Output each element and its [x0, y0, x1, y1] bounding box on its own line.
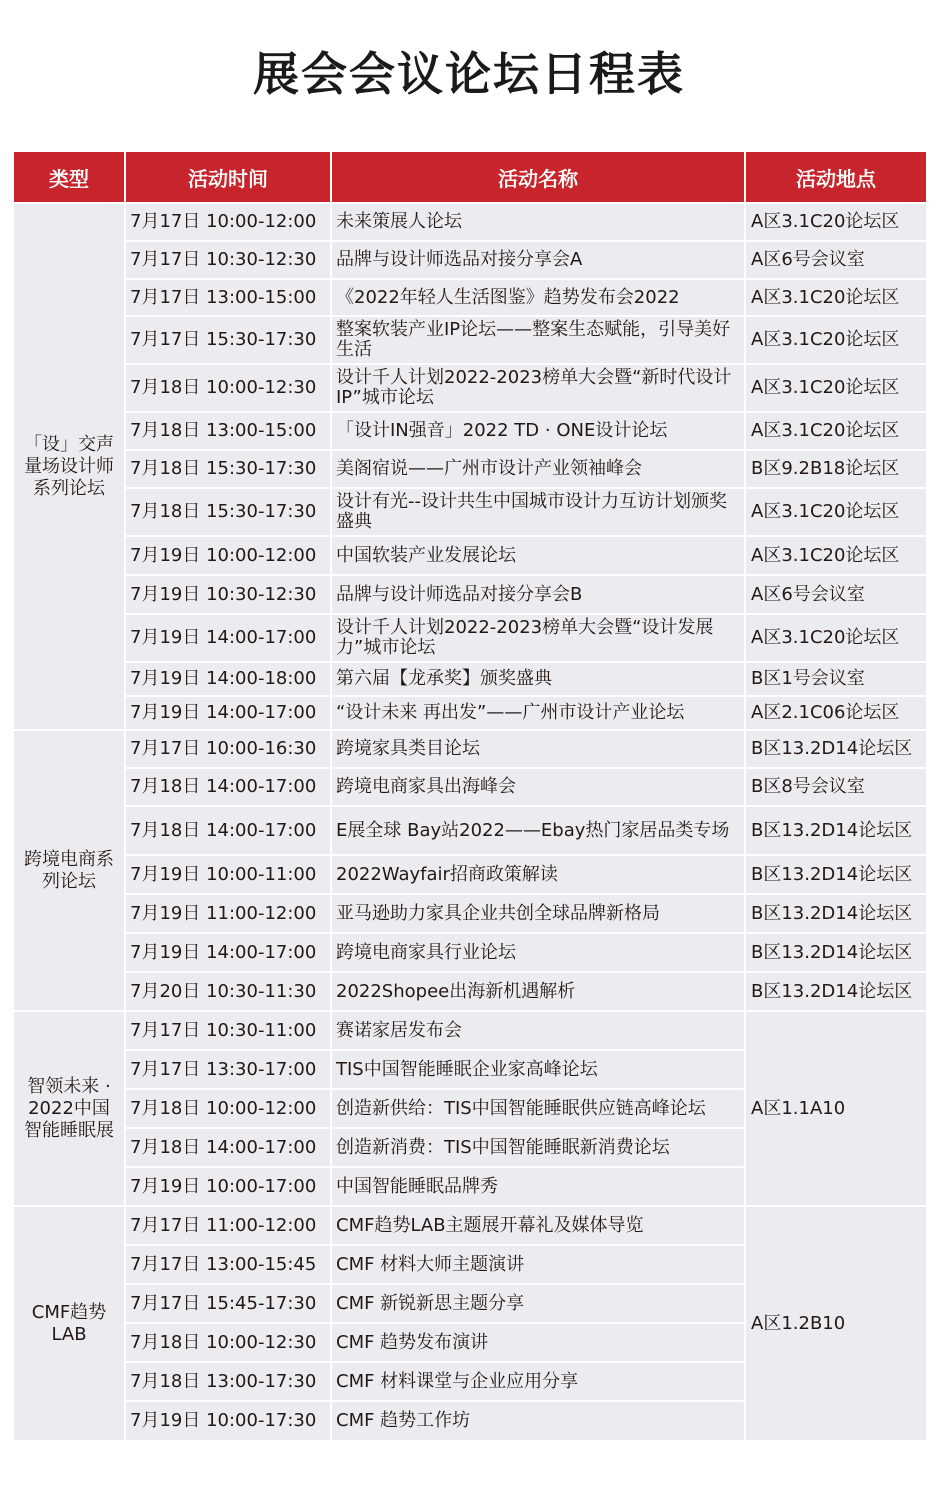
event-name-cell: 创造新消费：TIS中国智能睡眠新消费论坛: [332, 1129, 744, 1166]
table-row: [14, 615, 926, 661]
event-name-cell: CMF 材料课堂与企业应用分享: [332, 1363, 744, 1400]
page-title: 展会会议论坛日程表: [253, 47, 685, 101]
table-row: [14, 537, 926, 574]
event-time-cell: 7月17日 10:30-12:30: [126, 242, 330, 278]
table-row: [14, 856, 926, 893]
event-venue-cell: B区13.2D14论坛区: [746, 856, 926, 893]
table-row: [14, 895, 926, 932]
event-time-cell: 7月17日 10:30-11:00: [126, 1012, 330, 1049]
event-name-cell: CMF 趋势工作坊: [332, 1402, 744, 1440]
event-time-cell: 7月17日 15:45-17:30: [126, 1285, 330, 1322]
event-venue-cell: B区13.2D14论坛区: [746, 934, 926, 971]
event-venue-cell: A区2.1C06论坛区: [746, 697, 926, 729]
table-row: [14, 280, 926, 315]
event-time-cell: 7月19日 10:00-11:00: [126, 856, 330, 893]
event-time-cell: 7月17日 10:00-16:30: [126, 731, 330, 767]
table-row: [14, 204, 926, 240]
column-header-time: 活动时间: [126, 152, 330, 202]
table-row: [14, 489, 926, 535]
schedule-table: [12, 150, 928, 1442]
schedule-body: [14, 204, 926, 1440]
event-name-cell: 品牌与设计师选品对接分享会B: [332, 576, 744, 613]
event-time-cell: 7月19日 10:30-12:30: [126, 576, 330, 613]
event-venue-cell: A区3.1C20论坛区: [746, 280, 926, 315]
event-name-cell: 品牌与设计师选品对接分享会A: [332, 242, 744, 278]
event-name-cell: 整案软装产业IP论坛——整案生态赋能，引导美好生活: [332, 317, 744, 363]
table-row: [14, 697, 926, 729]
event-venue-cell: A区6号会议室: [746, 242, 926, 278]
event-time-cell: 7月18日 15:30-17:30: [126, 489, 330, 535]
table-row: [14, 242, 926, 278]
event-venue-cell: B区9.2B18论坛区: [746, 451, 926, 487]
event-venue-cell: B区13.2D14论坛区: [746, 807, 926, 854]
event-time-cell: 7月18日 10:00-12:30: [126, 365, 330, 411]
event-name-cell: 设计千人计划2022-2023榜单大会暨“新时代设计IP”城市论坛: [332, 365, 744, 411]
event-name-cell: 2022Shopee出海新机遇解析: [332, 973, 744, 1010]
column-header-venue: 活动地点: [746, 152, 926, 202]
category-cell: 智领未来 · 2022中国智能睡眠展: [14, 1012, 124, 1205]
event-time-cell: 7月19日 10:00-12:00: [126, 537, 330, 574]
event-time-cell: 7月17日 15:30-17:30: [126, 317, 330, 363]
column-header-type: 类型: [14, 152, 124, 202]
table-row: [14, 576, 926, 613]
event-venue-cell: B区13.2D14论坛区: [746, 895, 926, 932]
event-time-cell: 7月19日 14:00-18:00: [126, 663, 330, 695]
table-row: [14, 317, 926, 363]
event-venue-cell: A区3.1C20论坛区: [746, 413, 926, 449]
event-name-cell: 美阁宿说——广州市设计产业领袖峰会: [332, 451, 744, 487]
category-cell: CMF趋势LAB: [14, 1207, 124, 1440]
event-time-cell: 7月19日 10:00-17:30: [126, 1402, 330, 1440]
table-row: [14, 973, 926, 1010]
event-venue-cell: A区3.1C20论坛区: [746, 365, 926, 411]
event-name-cell: 未来策展人论坛: [332, 204, 744, 240]
table-row: [14, 1207, 926, 1244]
event-name-cell: CMF 趋势发布演讲: [332, 1324, 744, 1361]
event-name-cell: 设计有光--设计共生中国城市设计力互访计划颁奖盛典: [332, 489, 744, 535]
event-name-cell: 中国智能睡眠品牌秀: [332, 1168, 744, 1205]
event-name-cell: 设计千人计划2022-2023榜单大会暨“设计发展力”城市论坛: [332, 615, 744, 661]
event-name-cell: 创造新供给：TIS中国智能睡眠供应链高峰论坛: [332, 1090, 744, 1127]
event-venue-cell: A区3.1C20论坛区: [746, 615, 926, 661]
table-row: [14, 769, 926, 805]
event-time-cell: 7月18日 15:30-17:30: [126, 451, 330, 487]
table-row: [14, 934, 926, 971]
event-name-cell: 跨境家具类目论坛: [332, 731, 744, 767]
category-cell: 「设」交声量场设计师系列论坛: [14, 204, 124, 729]
event-venue-cell: B区13.2D14论坛区: [746, 973, 926, 1010]
event-time-cell: 7月19日 14:00-17:00: [126, 697, 330, 729]
column-header-name: 活动名称: [332, 152, 744, 202]
event-name-cell: 第六届【龙承奖】颁奖盛典: [332, 663, 744, 695]
table-row: [14, 413, 926, 449]
event-venue-cell: A区3.1C20论坛区: [746, 489, 926, 535]
table-row: [14, 365, 926, 411]
event-venue-cell: A区3.1C20论坛区: [746, 204, 926, 240]
event-time-cell: 7月17日 11:00-12:00: [126, 1207, 330, 1244]
event-venue-cell: A区1.2B10: [746, 1207, 926, 1440]
event-time-cell: 7月20日 10:30-11:30: [126, 973, 330, 1010]
event-name-cell: 2022Wayfair招商政策解读: [332, 856, 744, 893]
event-time-cell: 7月18日 14:00-17:00: [126, 807, 330, 854]
table-row: [14, 663, 926, 695]
event-name-cell: 跨境电商家具出海峰会: [332, 769, 744, 805]
event-name-cell: E展全球 Bay站2022——Ebay热门家居品类专场: [332, 807, 744, 854]
event-time-cell: 7月18日 14:00-17:00: [126, 1129, 330, 1166]
event-time-cell: 7月18日 13:00-15:00: [126, 413, 330, 449]
event-time-cell: 7月17日 13:30-17:00: [126, 1051, 330, 1088]
event-time-cell: 7月19日 11:00-12:00: [126, 895, 330, 932]
event-venue-cell: B区1号会议室: [746, 663, 926, 695]
event-time-cell: 7月18日 10:00-12:30: [126, 1324, 330, 1361]
event-name-cell: “设计未来 再出发”——广州市设计产业论坛: [332, 697, 744, 729]
table-row: [14, 1012, 926, 1049]
event-time-cell: 7月19日 10:00-17:00: [126, 1168, 330, 1205]
event-time-cell: 7月17日 13:00-15:45: [126, 1246, 330, 1283]
event-name-cell: 《2022年轻人生活图鉴》趋势发布会2022: [332, 280, 744, 315]
event-venue-cell: A区6号会议室: [746, 576, 926, 613]
event-time-cell: 7月18日 10:00-12:00: [126, 1090, 330, 1127]
table-header-row: [14, 152, 926, 202]
event-venue-cell: B区8号会议室: [746, 769, 926, 805]
event-name-cell: 跨境电商家具行业论坛: [332, 934, 744, 971]
event-name-cell: 亚马逊助力家具企业共创全球品牌新格局: [332, 895, 744, 932]
event-time-cell: 7月18日 14:00-17:00: [126, 769, 330, 805]
table-row: [14, 451, 926, 487]
event-name-cell: TIS中国智能睡眠企业家高峰论坛: [332, 1051, 744, 1088]
event-name-cell: CMF趋势LAB主题展开幕礼及媒体导览: [332, 1207, 744, 1244]
table-row: [14, 807, 926, 854]
event-venue-cell: A区1.1A10: [746, 1012, 926, 1205]
category-cell: 跨境电商系列论坛: [14, 731, 124, 1010]
event-venue-cell: B区13.2D14论坛区: [746, 731, 926, 767]
event-name-cell: CMF 新锐新思主题分享: [332, 1285, 744, 1322]
event-time-cell: 7月18日 13:00-17:30: [126, 1363, 330, 1400]
table-row: [14, 731, 926, 767]
event-venue-cell: A区3.1C20论坛区: [746, 317, 926, 363]
event-name-cell: CMF 材料大师主题演讲: [332, 1246, 744, 1283]
event-time-cell: 7月17日 10:00-12:00: [126, 204, 330, 240]
event-time-cell: 7月19日 14:00-17:00: [126, 934, 330, 971]
event-name-cell: 赛诺家居发布会: [332, 1012, 744, 1049]
event-venue-cell: A区3.1C20论坛区: [746, 537, 926, 574]
event-time-cell: 7月17日 13:00-15:00: [126, 280, 330, 315]
event-name-cell: 「设计IN强音」2022 TD · ONE设计论坛: [332, 413, 744, 449]
event-name-cell: 中国软装产业发展论坛: [332, 537, 744, 574]
event-time-cell: 7月19日 14:00-17:00: [126, 615, 330, 661]
